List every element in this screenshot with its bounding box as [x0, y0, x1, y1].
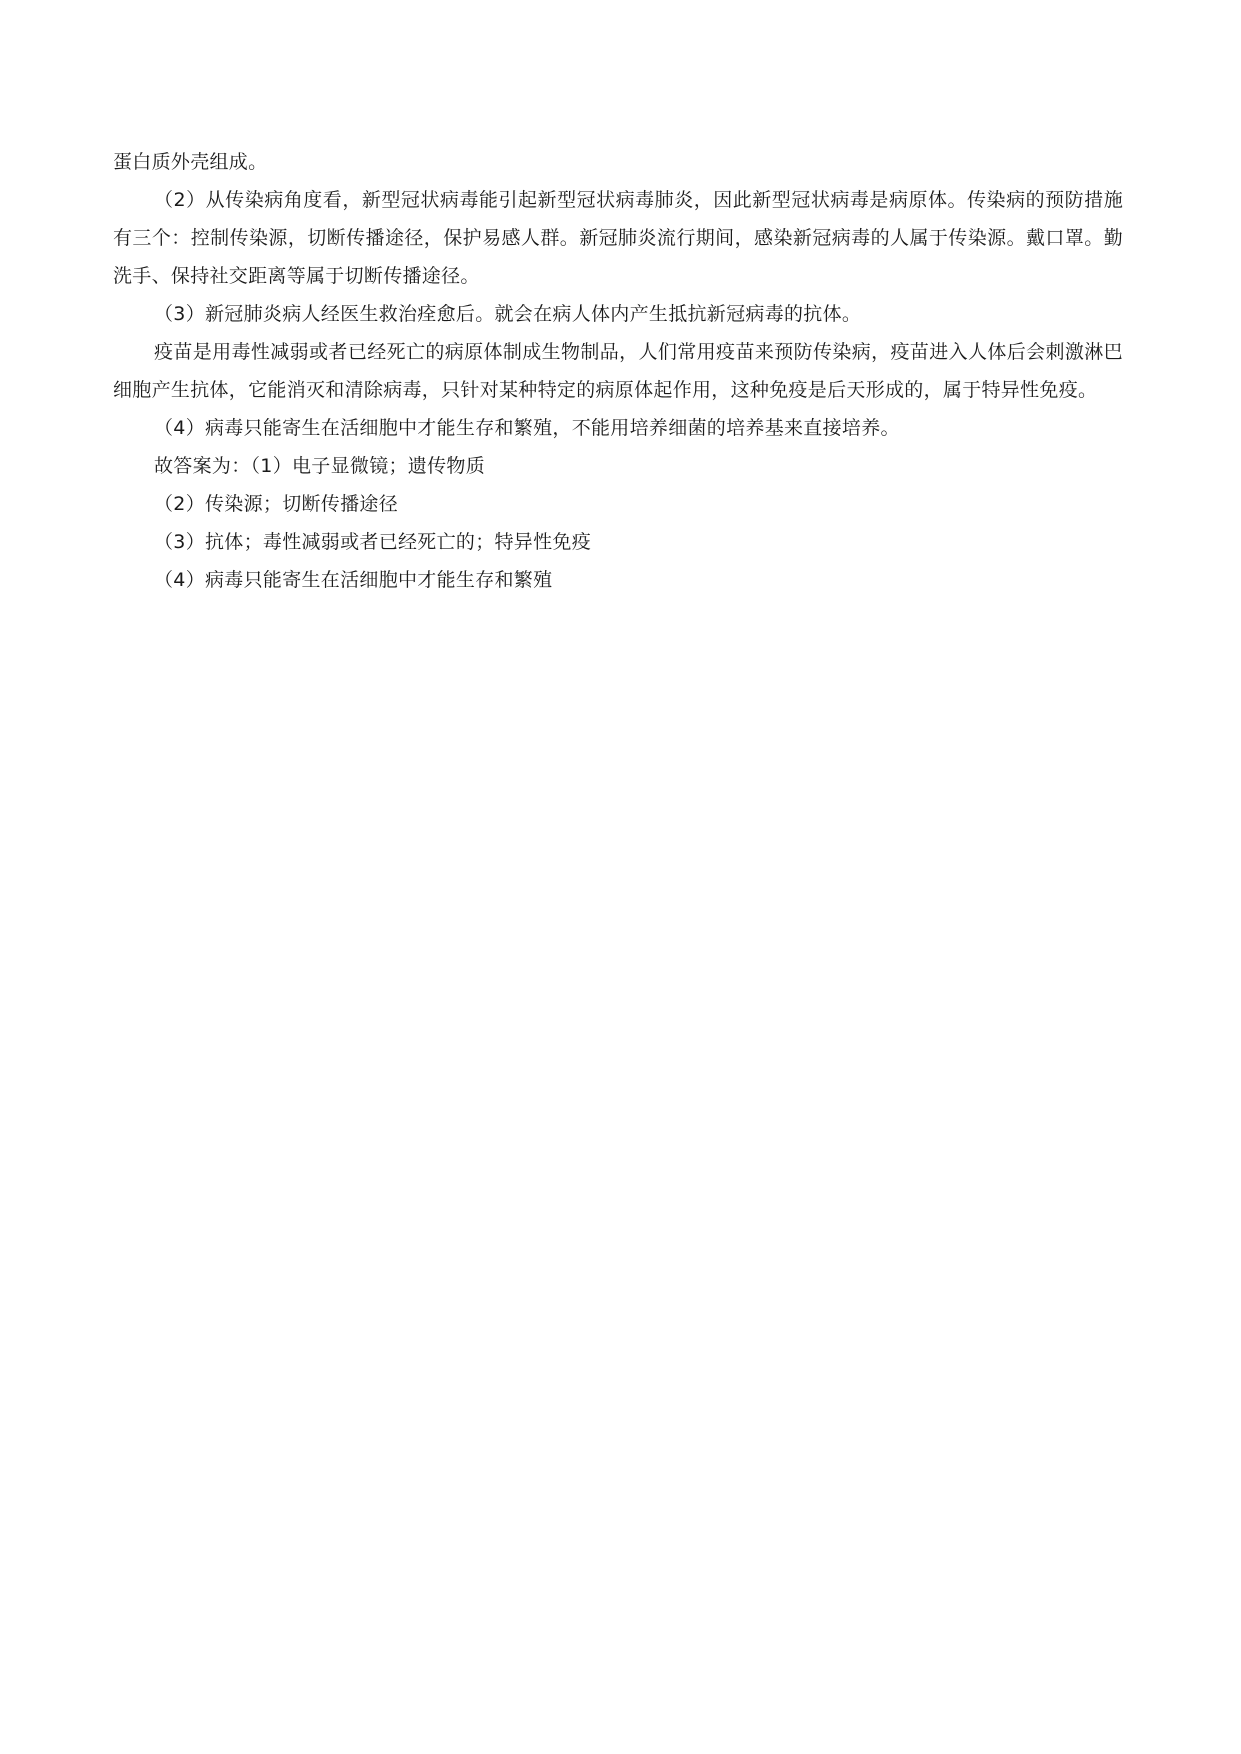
paragraph-continuation: 蛋白质外壳组成。	[113, 151, 268, 173]
answer-summary-line-3: （3）抗体；毒性减弱或者已经死亡的；特异性免疫	[154, 531, 591, 553]
paragraph-answer-2: （2）从传染病角度看，新型冠状病毒能引起新型冠状病毒肺炎，因此新型冠状病毒是病原体。传染病的预防措施有三个：控制传染源，切断传播途径，保护易感人群。新冠肺炎流行期间，感染新冠病毒的人属于传染源。戴口罩。勤洗手、保持社交距离等属于切断传播途径。	[113, 189, 1123, 287]
paragraph-answer-4: （4）病毒只能寄生在活细胞中才能生存和繁殖，不能用培养细菌的培养基来直接培养。	[154, 417, 900, 439]
answer-summary-line-1: 故答案为：（1）电子显微镜；遗传物质	[154, 455, 485, 477]
paragraph-vaccine: 疫苗是用毒性减弱或者已经死亡的病原体制成生物制品，人们常用疫苗来预防传染病，疫苗进入人体后会刺激淋巴细胞产生抗体，它能消灭和清除病毒，只针对某种特定的病原体起作用，这种免疫是后天形成的，属于特异性免疫。	[113, 341, 1123, 401]
document-body	[113, 143, 1123, 599]
answer-summary-line-4: （4）病毒只能寄生在活细胞中才能生存和繁殖	[154, 569, 553, 591]
paragraph-answer-3: （3）新冠肺炎病人经医生救治痊愈后。就会在病人体内产生抵抗新冠病毒的抗体。	[154, 303, 862, 325]
answer-summary-line-2: （2）传染源；切断传播途径	[154, 493, 398, 515]
